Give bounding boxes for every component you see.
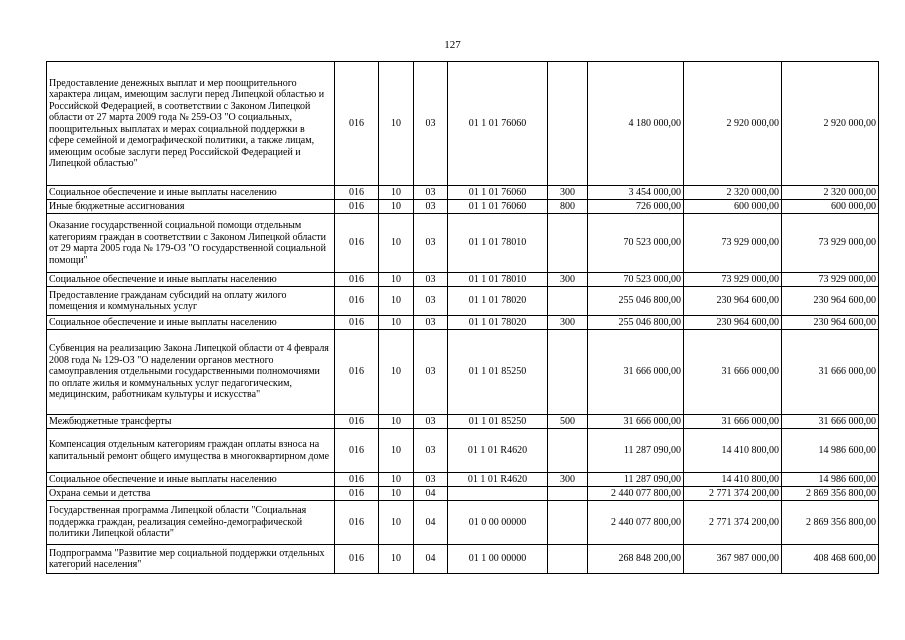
target-article-cell: 01 1 01 76060	[448, 62, 548, 186]
ministry-code-cell: 016	[335, 62, 379, 186]
ministry-code-cell: 016	[335, 186, 379, 200]
table-row	[47, 473, 879, 487]
subsection-code-cell: 04	[414, 545, 448, 574]
section-code-cell: 10	[379, 62, 414, 186]
ministry-code-cell: 016	[335, 429, 379, 473]
target-article-cell: 01 1 01 78020	[448, 316, 548, 330]
ministry-code-cell: 016	[335, 487, 379, 501]
subsection-code-cell: 03	[414, 473, 448, 487]
budget-table-body	[47, 62, 879, 574]
expense-type-cell	[548, 330, 588, 415]
subsection-code-cell: 03	[414, 287, 448, 316]
section-code-cell: 10	[379, 316, 414, 330]
row-name-cell: Предоставление денежных выплат и мер поощрительного характера лицам, имеющим заслуги перед Липецкой областью и Российской Федерацией, в соответствии с Законом Липецкой области от 27 марта 2009 года № 259-ОЗ "О социальных, поощрительных выплатах и мерах социальной поддержки в сфере семейной и демографической политики, а также лицам, имеющим особые заслуги перед Российской Федерацией и Липецкой областью"	[47, 62, 335, 186]
budget-table	[46, 61, 879, 574]
section-code-cell: 10	[379, 273, 414, 287]
target-article-cell	[448, 487, 548, 501]
subsection-code-cell: 03	[414, 415, 448, 429]
amount-year-3-cell: 230 964 600,00	[782, 316, 879, 330]
amount-year-1-cell: 726 000,00	[588, 200, 684, 214]
subsection-code-cell: 03	[414, 316, 448, 330]
amount-year-2-cell: 367 987 000,00	[684, 545, 782, 574]
expense-type-cell	[548, 429, 588, 473]
section-code-cell: 10	[379, 545, 414, 574]
section-code-cell: 10	[379, 415, 414, 429]
expense-type-cell: 300	[548, 186, 588, 200]
subsection-code-cell: 03	[414, 273, 448, 287]
amount-year-1-cell: 70 523 000,00	[588, 273, 684, 287]
amount-year-1-cell: 255 046 800,00	[588, 287, 684, 316]
row-name-cell: Охрана семьи и детства	[47, 487, 335, 501]
subsection-code-cell: 03	[414, 200, 448, 214]
amount-year-2-cell: 2 771 374 200,00	[684, 501, 782, 545]
target-article-cell: 01 1 01 78010	[448, 214, 548, 273]
expense-type-cell	[548, 501, 588, 545]
amount-year-1-cell: 2 440 077 800,00	[588, 501, 684, 545]
ministry-code-cell: 016	[335, 200, 379, 214]
ministry-code-cell: 016	[335, 214, 379, 273]
amount-year-1-cell: 31 666 000,00	[588, 415, 684, 429]
target-article-cell: 01 1 00 00000	[448, 545, 548, 574]
amount-year-3-cell: 2 920 000,00	[782, 62, 879, 186]
amount-year-1-cell: 11 287 090,00	[588, 429, 684, 473]
amount-year-3-cell: 230 964 600,00	[782, 287, 879, 316]
target-article-cell: 01 1 01 78010	[448, 273, 548, 287]
table-row	[47, 200, 879, 214]
expense-type-cell	[548, 62, 588, 186]
amount-year-3-cell: 2 869 356 800,00	[782, 487, 879, 501]
expense-type-cell: 800	[548, 200, 588, 214]
table-row	[47, 429, 879, 473]
amount-year-2-cell: 2 771 374 200,00	[684, 487, 782, 501]
row-name-cell: Субвенция на реализацию Закона Липецкой области от 4 февраля 2008 года № 129-ОЗ "О наделении органов местного самоуправления отдельными государственными полномочиями по оплате жилья и коммунальных услуг педагогическим, медицинским, работникам культуры и искусства"	[47, 330, 335, 415]
section-code-cell: 10	[379, 429, 414, 473]
table-row	[47, 316, 879, 330]
ministry-code-cell: 016	[335, 287, 379, 316]
expense-type-cell: 500	[548, 415, 588, 429]
amount-year-3-cell: 2 869 356 800,00	[782, 501, 879, 545]
ministry-code-cell: 016	[335, 545, 379, 574]
amount-year-3-cell: 408 468 600,00	[782, 545, 879, 574]
amount-year-2-cell: 230 964 600,00	[684, 316, 782, 330]
section-code-cell: 10	[379, 330, 414, 415]
expense-type-cell	[548, 545, 588, 574]
section-code-cell: 10	[379, 287, 414, 316]
target-article-cell: 01 1 01 85250	[448, 330, 548, 415]
target-article-cell: 01 1 01 R4620	[448, 473, 548, 487]
section-code-cell: 10	[379, 473, 414, 487]
amount-year-2-cell: 230 964 600,00	[684, 287, 782, 316]
amount-year-3-cell: 14 986 600,00	[782, 429, 879, 473]
section-code-cell: 10	[379, 214, 414, 273]
amount-year-1-cell: 4 180 000,00	[588, 62, 684, 186]
amount-year-2-cell: 31 666 000,00	[684, 330, 782, 415]
amount-year-1-cell: 3 454 000,00	[588, 186, 684, 200]
section-code-cell: 10	[379, 501, 414, 545]
amount-year-3-cell: 31 666 000,00	[782, 330, 879, 415]
amount-year-2-cell: 14 410 800,00	[684, 429, 782, 473]
page-number: 127	[444, 39, 461, 51]
amount-year-1-cell: 255 046 800,00	[588, 316, 684, 330]
subsection-code-cell: 04	[414, 487, 448, 501]
amount-year-3-cell: 31 666 000,00	[782, 415, 879, 429]
amount-year-1-cell: 70 523 000,00	[588, 214, 684, 273]
section-code-cell: 10	[379, 487, 414, 501]
amount-year-2-cell: 73 929 000,00	[684, 214, 782, 273]
amount-year-1-cell: 31 666 000,00	[588, 330, 684, 415]
target-article-cell: 01 1 01 76060	[448, 186, 548, 200]
amount-year-3-cell: 14 986 600,00	[782, 473, 879, 487]
amount-year-3-cell: 600 000,00	[782, 200, 879, 214]
expense-type-cell: 300	[548, 473, 588, 487]
expense-type-cell	[548, 487, 588, 501]
amount-year-2-cell: 14 410 800,00	[684, 473, 782, 487]
ministry-code-cell: 016	[335, 473, 379, 487]
row-name-cell: Иные бюджетные ассигнования	[47, 200, 335, 214]
amount-year-2-cell: 2 320 000,00	[684, 186, 782, 200]
row-name-cell: Социальное обеспечение и иные выплаты населению	[47, 473, 335, 487]
subsection-code-cell: 04	[414, 501, 448, 545]
expense-type-cell	[548, 287, 588, 316]
section-code-cell: 10	[379, 200, 414, 214]
table-row	[47, 487, 879, 501]
ministry-code-cell: 016	[335, 330, 379, 415]
row-name-cell: Подпрограмма "Развитие мер социальной поддержки отдельных категорий населения"	[47, 545, 335, 574]
amount-year-1-cell: 268 848 200,00	[588, 545, 684, 574]
target-article-cell: 01 1 01 R4620	[448, 429, 548, 473]
table-row	[47, 415, 879, 429]
subsection-code-cell: 03	[414, 214, 448, 273]
table-row	[47, 545, 879, 574]
row-name-cell: Межбюджетные трансферты	[47, 415, 335, 429]
subsection-code-cell: 03	[414, 186, 448, 200]
subsection-code-cell: 03	[414, 330, 448, 415]
table-row	[47, 62, 879, 186]
table-row	[47, 330, 879, 415]
expense-type-cell: 300	[548, 273, 588, 287]
row-name-cell: Предоставление гражданам субсидий на оплату жилого помещения и коммунальных услуг	[47, 287, 335, 316]
ministry-code-cell: 016	[335, 415, 379, 429]
amount-year-3-cell: 73 929 000,00	[782, 273, 879, 287]
ministry-code-cell: 016	[335, 273, 379, 287]
amount-year-2-cell: 2 920 000,00	[684, 62, 782, 186]
amount-year-2-cell: 31 666 000,00	[684, 415, 782, 429]
subsection-code-cell: 03	[414, 429, 448, 473]
table-row	[47, 186, 879, 200]
table-row	[47, 501, 879, 545]
subsection-code-cell: 03	[414, 62, 448, 186]
amount-year-3-cell: 2 320 000,00	[782, 186, 879, 200]
row-name-cell: Оказание государственной социальной помощи отдельным категориям граждан в соответствии с Законом Липецкой области от 29 марта 2005 года № 179-ОЗ "О государственной социальной помощи"	[47, 214, 335, 273]
amount-year-3-cell: 73 929 000,00	[782, 214, 879, 273]
target-article-cell: 01 1 01 78020	[448, 287, 548, 316]
target-article-cell: 01 0 00 00000	[448, 501, 548, 545]
row-name-cell: Государственная программа Липецкой области "Социальная поддержка граждан, реализация семейно-демографической политики Липецкой области"	[47, 501, 335, 545]
amount-year-1-cell: 11 287 090,00	[588, 473, 684, 487]
table-row	[47, 273, 879, 287]
amount-year-2-cell: 73 929 000,00	[684, 273, 782, 287]
table-row	[47, 214, 879, 273]
amount-year-1-cell: 2 440 077 800,00	[588, 487, 684, 501]
amount-year-2-cell: 600 000,00	[684, 200, 782, 214]
expense-type-cell: 300	[548, 316, 588, 330]
target-article-cell: 01 1 01 85250	[448, 415, 548, 429]
expense-type-cell	[548, 214, 588, 273]
ministry-code-cell: 016	[335, 501, 379, 545]
row-name-cell: Компенсация отдельным категориям граждан оплаты взноса на капитальный ремонт общего имущества в многоквартирном доме	[47, 429, 335, 473]
row-name-cell: Социальное обеспечение и иные выплаты населению	[47, 273, 335, 287]
section-code-cell: 10	[379, 186, 414, 200]
row-name-cell: Социальное обеспечение и иные выплаты населению	[47, 316, 335, 330]
ministry-code-cell: 016	[335, 316, 379, 330]
row-name-cell: Социальное обеспечение и иные выплаты населению	[47, 186, 335, 200]
table-row	[47, 287, 879, 316]
target-article-cell: 01 1 01 76060	[448, 200, 548, 214]
